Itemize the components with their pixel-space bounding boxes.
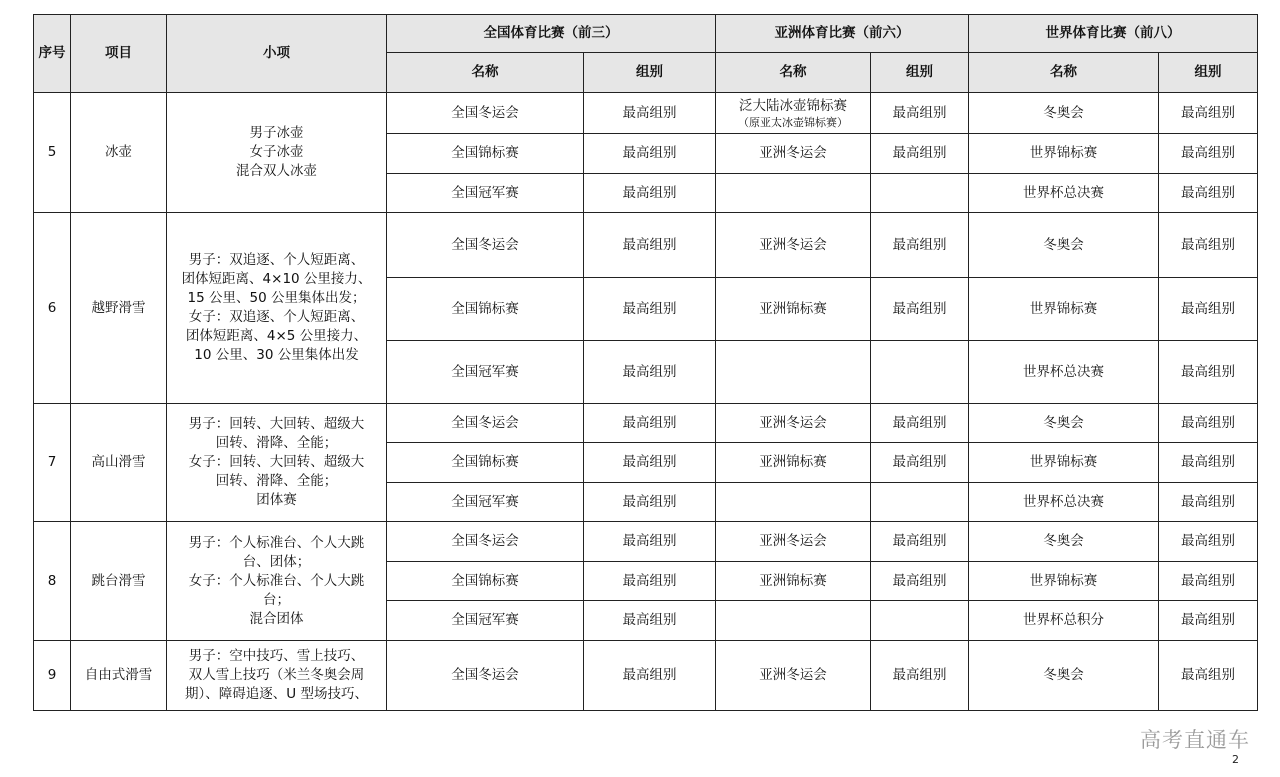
national-name: 全国冬运会	[387, 93, 584, 134]
row-item: 高山滑雪	[71, 404, 167, 522]
asian-name: 亚洲锦标赛	[716, 443, 871, 483]
world-group: 最高组别	[1159, 278, 1258, 341]
asian-group: 最高组别	[871, 134, 969, 174]
row-sub: 男子：个人标准台、个人大跳 台、团体； 女子：个人标准台、个人大跳 台； 混合团体	[167, 522, 387, 641]
row-item: 自由式滑雪	[71, 641, 167, 711]
national-group: 最高组别	[584, 601, 716, 641]
asian-group: 最高组别	[871, 93, 969, 134]
world-group: 最高组别	[1159, 174, 1258, 213]
asian-name: 亚洲锦标赛	[716, 562, 871, 601]
table-row	[34, 404, 1258, 443]
asian-name: 亚洲冬运会	[716, 213, 871, 278]
asian-name	[716, 341, 871, 404]
row-sub: 男子冰壶 女子冰壶 混合双人冰壶	[167, 93, 387, 213]
asian-group: 最高组别	[871, 641, 969, 711]
asian-group: 最高组别	[871, 404, 969, 443]
header-seq: 序号	[34, 15, 71, 93]
national-group: 最高组别	[584, 174, 716, 213]
national-group: 最高组别	[584, 443, 716, 483]
header-world: 世界体育比赛（前八）	[969, 15, 1258, 53]
row-seq: 6	[34, 213, 71, 404]
row-item: 冰壶	[71, 93, 167, 213]
asian-name: 亚洲冬运会	[716, 134, 871, 174]
asian-group: 最高组别	[871, 443, 969, 483]
row-seq: 9	[34, 641, 71, 711]
row-sub: 男子：空中技巧、雪上技巧、 双人雪上技巧（米兰冬奥会周 期）、障碍追逐、U 型场技巧、	[167, 641, 387, 711]
asian-group: 最高组别	[871, 522, 969, 562]
header-world-name: 名称	[969, 53, 1159, 93]
page-number: 2	[1232, 753, 1239, 766]
row-sub: 男子：双追逐、个人短距离、 团体短距离、4×10 公里接力、 15 公里、50 公里集体出发； 女子：双追逐、个人短距离、 团体短距离、4×5 公里接力、 10 公里、30 公里集体出发	[167, 213, 387, 404]
asian-group	[871, 483, 969, 522]
world-group: 最高组别	[1159, 483, 1258, 522]
world-name: 世界杯总决赛	[969, 174, 1159, 213]
national-name: 全国冬运会	[387, 404, 584, 443]
table-row	[34, 93, 1258, 134]
world-group: 最高组别	[1159, 213, 1258, 278]
world-group: 最高组别	[1159, 641, 1258, 711]
table-row	[34, 641, 1258, 711]
asian-name	[716, 483, 871, 522]
world-name: 世界杯总积分	[969, 601, 1159, 641]
event-table	[33, 14, 1258, 711]
world-group: 最高组别	[1159, 404, 1258, 443]
national-group: 最高组别	[584, 134, 716, 174]
world-group: 最高组别	[1159, 522, 1258, 562]
asian-group: 最高组别	[871, 562, 969, 601]
asian-group: 最高组别	[871, 278, 969, 341]
national-group: 最高组别	[584, 404, 716, 443]
asian-name: 泛大陆冰壶锦标赛 （原亚太冰壶锦标赛）	[716, 93, 871, 134]
table-row	[34, 213, 1258, 278]
world-name: 世界锦标赛	[969, 443, 1159, 483]
national-group: 最高组别	[584, 278, 716, 341]
header-world-group: 组别	[1159, 53, 1258, 93]
asian-name	[716, 601, 871, 641]
national-group: 最高组别	[584, 483, 716, 522]
header-national-name: 名称	[387, 53, 584, 93]
row-seq: 5	[34, 93, 71, 213]
national-name: 全国锦标赛	[387, 562, 584, 601]
national-name: 全国锦标赛	[387, 278, 584, 341]
header-item: 项目	[71, 15, 167, 93]
world-name: 世界锦标赛	[969, 278, 1159, 341]
asian-group	[871, 601, 969, 641]
national-name: 全国冠军赛	[387, 483, 584, 522]
asian-group: 最高组别	[871, 213, 969, 278]
row-seq: 8	[34, 522, 71, 641]
row-sub: 男子：回转、大回转、超级大 回转、滑降、全能； 女子：回转、大回转、超级大 回转、滑降、全能； 团体赛	[167, 404, 387, 522]
row-seq: 7	[34, 404, 71, 522]
asian-group	[871, 174, 969, 213]
asian-name	[716, 174, 871, 213]
national-group: 最高组别	[584, 562, 716, 601]
world-name: 冬奥会	[969, 213, 1159, 278]
world-name: 冬奥会	[969, 404, 1159, 443]
world-name: 世界杯总决赛	[969, 483, 1159, 522]
header-asian-name: 名称	[716, 53, 871, 93]
national-name: 全国冠军赛	[387, 601, 584, 641]
row-item: 越野滑雪	[71, 213, 167, 404]
world-group: 最高组别	[1159, 341, 1258, 404]
world-group: 最高组别	[1159, 562, 1258, 601]
national-group: 最高组别	[584, 213, 716, 278]
national-name: 全国锦标赛	[387, 443, 584, 483]
world-name: 冬奥会	[969, 522, 1159, 562]
national-name: 全国冬运会	[387, 522, 584, 562]
table-row	[34, 522, 1258, 562]
national-name: 全国冠军赛	[387, 174, 584, 213]
row-item: 跳台滑雪	[71, 522, 167, 641]
header-row-1	[34, 15, 1258, 53]
header-national-group: 组别	[584, 53, 716, 93]
asian-name: 亚洲锦标赛	[716, 278, 871, 341]
world-group: 最高组别	[1159, 93, 1258, 134]
world-group: 最高组别	[1159, 443, 1258, 483]
national-group: 最高组别	[584, 641, 716, 711]
world-name: 冬奥会	[969, 641, 1159, 711]
world-name: 世界锦标赛	[969, 562, 1159, 601]
asian-name: 亚洲冬运会	[716, 522, 871, 562]
national-name: 全国冬运会	[387, 213, 584, 278]
national-name: 全国冠军赛	[387, 341, 584, 404]
world-name: 世界杯总决赛	[969, 341, 1159, 404]
national-group: 最高组别	[584, 93, 716, 134]
national-name: 全国冬运会	[387, 641, 584, 711]
header-asian: 亚洲体育比赛（前六）	[716, 15, 969, 53]
world-name: 世界锦标赛	[969, 134, 1159, 174]
national-name: 全国锦标赛	[387, 134, 584, 174]
national-group: 最高组别	[584, 341, 716, 404]
header-sub: 小项	[167, 15, 387, 93]
asian-group	[871, 341, 969, 404]
asian-name: 亚洲冬运会	[716, 404, 871, 443]
world-group: 最高组别	[1159, 134, 1258, 174]
world-name: 冬奥会	[969, 93, 1159, 134]
header-national: 全国体育比赛（前三）	[387, 15, 716, 53]
asian-name: 亚洲冬运会	[716, 641, 871, 711]
world-group: 最高组别	[1159, 601, 1258, 641]
header-asian-group: 组别	[871, 53, 969, 93]
watermark: 高考直通车	[1140, 728, 1250, 752]
national-group: 最高组别	[584, 522, 716, 562]
